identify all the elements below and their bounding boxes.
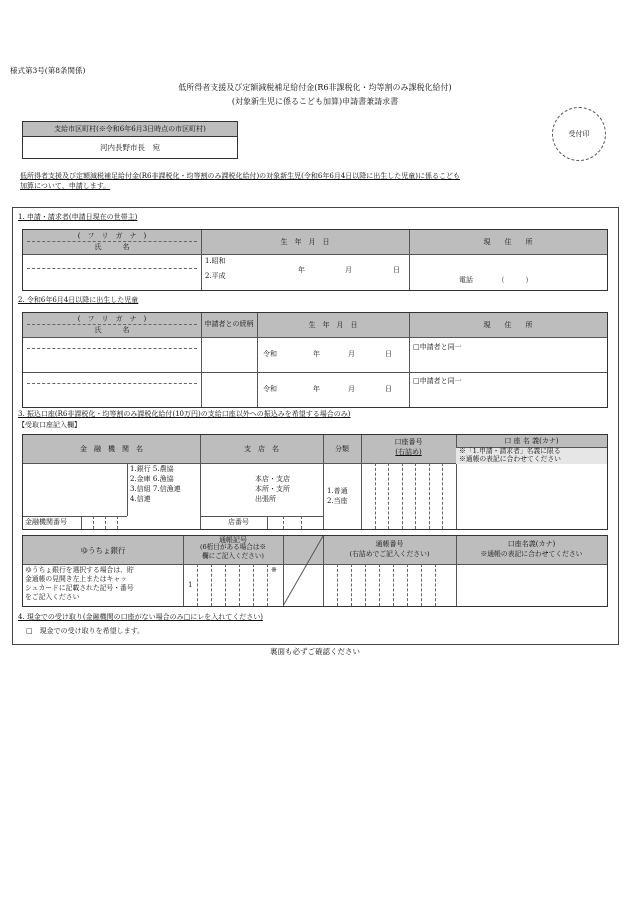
municipality-box: [22, 121, 238, 159]
account-type-2[interactable]: 2.当座: [327, 497, 348, 505]
bank-code-label: 金融機関番号: [25, 518, 67, 526]
newborn2-day-unit: 日: [385, 385, 392, 393]
yucho-number-note: (右詰めでご記入ください): [349, 550, 430, 558]
reception-stamp: [552, 107, 606, 161]
newborn-furigana-label: ( フ リ ガ ナ ): [77, 314, 147, 323]
account-number-label: 口座番号: [394, 438, 423, 446]
branch-type-2[interactable]: 本所・支所: [255, 485, 290, 493]
section-2-title: 2. 令和6年6月4日以降に出生した児童: [18, 296, 139, 304]
footer-note: 裏面も必ずご確認ください: [270, 647, 360, 656]
applicant-birth-label: 生 年 月 日: [280, 237, 330, 246]
reception-stamp-label: 受付印: [568, 129, 590, 138]
yucho-holder-label: 口座名義(カナ): [507, 540, 556, 548]
municipality-name: 河内長野市長 宛: [100, 143, 160, 152]
bank-type-4[interactable]: 4.信連: [130, 495, 151, 503]
applicant-address-label: 現 住 所: [483, 237, 533, 246]
newborn2-year-unit: 年: [313, 385, 320, 393]
yucho-table[interactable]: [22, 535, 608, 607]
bank-type-3[interactable]: 3.信組 7.信漁連: [130, 485, 181, 493]
applicant-table[interactable]: [22, 229, 608, 291]
newborn1-same-address-checkbox[interactable]: □申請者と同一: [413, 343, 462, 351]
holder-note-1: ※「1.申請・請求者」名義に限る: [459, 447, 561, 455]
newborn-birth-label: 生 年 月 日: [308, 320, 358, 329]
form-number: 様式第3号(第8条関係): [10, 66, 86, 75]
section-3-title: 3. 振込口座(R6非課税化・均等割のみ課税化給付(10万円)の支給口座以外への振込みを希望する場合のみ): [18, 410, 351, 418]
branch-type-1[interactable]: 本店・支店: [255, 475, 290, 483]
yucho-instruction-2: 金通帳の見開き左上またはキャッ: [25, 575, 127, 583]
holder-note-2: ※通帳の表記に合わせてください: [459, 455, 561, 463]
newborn1-day-unit: 日: [385, 350, 392, 358]
yucho-symbol-star: ※: [271, 566, 277, 574]
applicant-furigana-label: ( フ リ ガ ナ ): [77, 231, 147, 240]
account-holder-label: 口 座 名 義(カナ): [504, 437, 559, 445]
intro-line-2: 加算について、申請します。: [20, 182, 111, 190]
birth-day-unit: 日: [393, 266, 400, 274]
branch-code-label: 店番号: [228, 518, 249, 526]
newborn2-same-address-checkbox[interactable]: □申請者と同一: [413, 377, 462, 385]
yucho-symbol-note-1: (6桁目がある場合は※: [199, 543, 267, 551]
cash-option-checkbox[interactable]: □ 現金での受け取りを希望します。: [26, 627, 145, 635]
yucho-instruction-1: ゆうちょ銀行を選択する場合は、貯: [25, 566, 134, 574]
newborn1-month-unit: 月: [348, 350, 355, 358]
yucho-symbol-note-2: 欄にご記入ください): [202, 552, 264, 560]
phone-label: 電話 （ ）: [459, 276, 533, 284]
bank-account-table[interactable]: [22, 434, 608, 530]
yucho-instruction-4: をご記入ください: [25, 593, 80, 601]
title-line-2: (対象新生児に係るこども加算)申請書兼請求書: [231, 97, 399, 106]
yucho-instruction-3: シュカードに記載された記号・番号: [25, 584, 134, 592]
birth-month-unit: 月: [345, 266, 352, 274]
account-type-label: 分類: [335, 444, 349, 453]
newborn2-reiwa: 令和: [263, 385, 277, 393]
intro-line-1: 低所得者支援及び定額減税補足給付金(R6非課税化・均等割のみ課税化給付)の対象新生児(令和6年6月4日以降に出生した児童)に係るこども: [20, 172, 461, 180]
newborn1-reiwa: 令和: [263, 350, 277, 358]
branch-name-label: 支 店 名: [244, 444, 279, 453]
title-line-1: 低所得者支援及び定額減税補足給付金(R6非課税化・均等割のみ課税化給付): [178, 83, 452, 92]
relation-label: 申請者との続柄: [204, 320, 254, 329]
newborn1-year-unit: 年: [313, 350, 320, 358]
newborn-name-label: 氏 名: [94, 326, 130, 335]
municipality-header: 支給市区町村(※令和6年6月3日時点の市区町村): [23, 122, 237, 137]
yucho-symbol-label: 通帳記号: [219, 536, 247, 544]
newborn2-month-unit: 月: [348, 385, 355, 393]
yucho-label: ゆうちょ銀行: [80, 545, 126, 555]
yucho-symbol-first-digit: 1: [188, 581, 193, 589]
bank-type-1[interactable]: 1.銀行 5.農協: [130, 465, 174, 473]
newborn-table[interactable]: [22, 312, 608, 408]
bank-type-2[interactable]: 2.金庫 6.漁協: [130, 475, 174, 483]
era-heisei[interactable]: 2.平成: [205, 272, 226, 280]
yucho-slash-cell: [283, 536, 323, 606]
account-number-note: (右詰め): [395, 448, 422, 456]
section-1-title: 1. 申請・請求者(申請日現在の世帯主): [18, 213, 138, 221]
yucho-holder-note: ※通帳の表記に合わせてください: [480, 550, 583, 558]
account-entry-subtitle: 【受取口座記入欄】: [18, 421, 81, 429]
yucho-number-label: 通帳番号: [375, 540, 404, 548]
branch-type-3[interactable]: 出張所: [255, 495, 276, 503]
era-showa[interactable]: 1.昭和: [205, 257, 226, 265]
newborn-address-label: 現 住 所: [483, 320, 533, 329]
birth-year-unit: 年: [298, 266, 305, 274]
section-4-title: 4. 現金での受け取り(金融機関の口座がない場合のみ□にレを入れてください): [18, 613, 263, 621]
account-type-1[interactable]: 1.普通: [327, 487, 348, 495]
applicant-name-label: 氏 名: [94, 243, 130, 252]
bank-name-label: 金 融 機 関 名: [80, 444, 143, 453]
